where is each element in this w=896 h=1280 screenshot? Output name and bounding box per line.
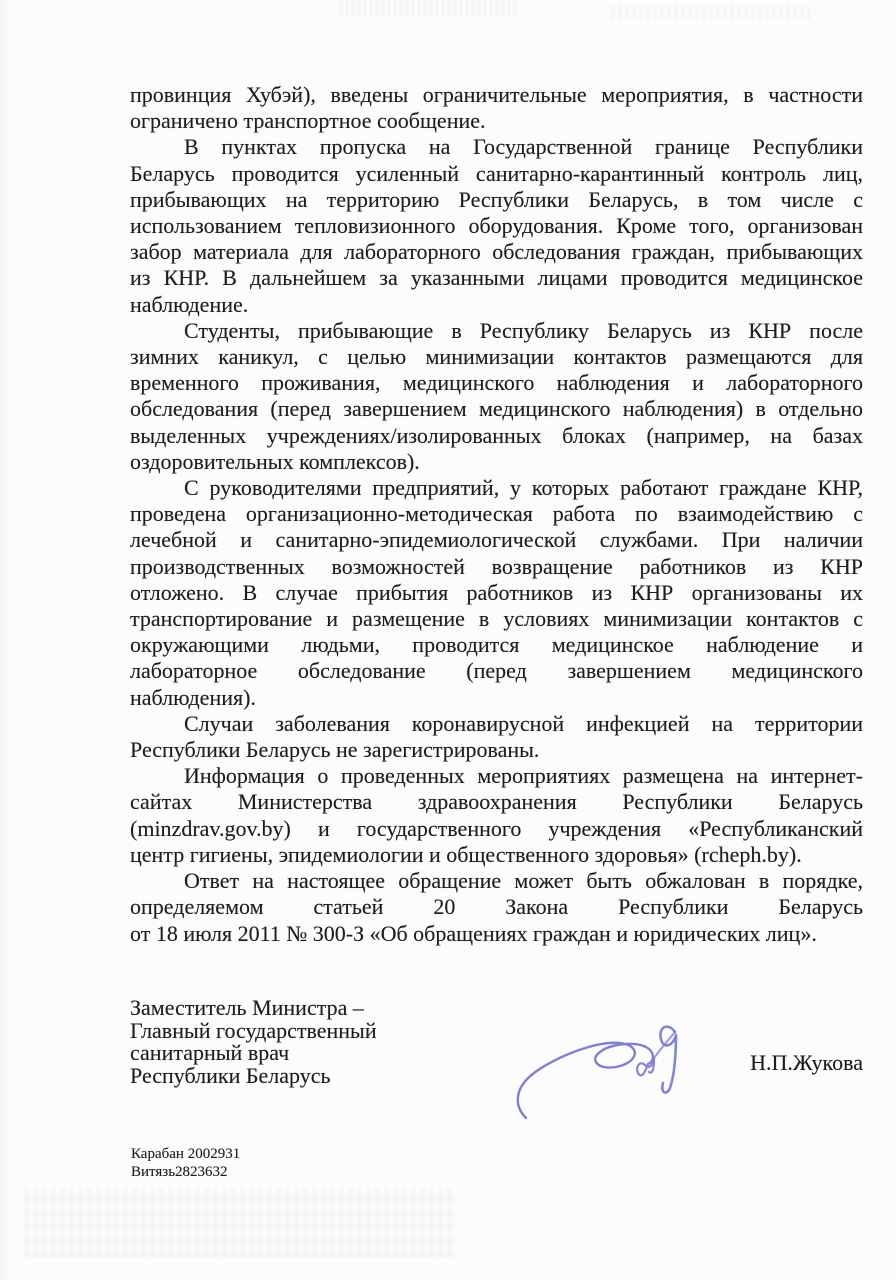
paragraph [130, 868, 863, 947]
document-body [130, 82, 863, 947]
text-line: провинция Хубэй), введены ограничительные мероприятия, в частности [130, 82, 863, 107]
paragraph [130, 318, 863, 475]
paragraph [130, 763, 863, 868]
text-line: от 18 июля 2011 № 300-З «Об обращениях граждан и юридических лиц». [130, 920, 817, 946]
text-line: проведена организационно-методическая работа по взаимодействию с [130, 501, 863, 527]
scan-edge-artifact [0, 0, 10, 1280]
text-line: Карабан 2002931 [131, 1146, 241, 1162]
text-line: обследования (перед завершением медицинского наблюдения) в отдельно [130, 396, 863, 422]
paragraph [130, 82, 863, 134]
text-line: из КНР. В дальнейшем за указанными лицами проводится медицинское [130, 265, 863, 291]
text-line: наблюдение. [130, 291, 249, 317]
paragraph [130, 134, 863, 317]
text-line: Беларусь проводится усиленный санитарно-карантинный контроль лиц, [130, 160, 863, 186]
scan-bleed-artifact [612, 5, 812, 20]
text-line: выделенных учреждениях/изолированных блоках (например, на базах [130, 422, 863, 448]
text-line: временного проживания, медицинского наблюдения и лабораторного [130, 370, 863, 396]
text-line: транспортирование и размещение в условиях минимизации контактов с [130, 606, 863, 632]
text-line: оздоровительных комплексов). [130, 448, 420, 474]
text-line: забор материала для лабораторного обследования граждан, прибывающих [130, 239, 863, 265]
text-line: центр гигиены, эпидемиологии и общественного здоровья» (rcheph.by). [130, 841, 802, 867]
footer-codes [131, 1146, 240, 1181]
text-line: окружающими людьми, проводится медицинское наблюдение и [130, 632, 863, 658]
text-line: лечебной и санитарно-эпидемиологической службами. При наличии [130, 527, 863, 553]
text-line: использованием тепловизионного оборудования. Кроме того, организован [130, 213, 863, 239]
text-line: наблюдения). [130, 684, 256, 710]
text-line: лабораторное обследование (перед завершением медицинского [130, 658, 863, 684]
paragraph [130, 475, 863, 711]
text-line: производственных возможностей возвращение работников из КНР [130, 553, 863, 579]
scan-bleed-artifact [340, 0, 520, 16]
text-line: отложено. В случае прибытия работников из КНР организованы их [130, 579, 863, 605]
text-line: Витязь2823632 [131, 1163, 228, 1180]
text-line: ограничено транспортное сообщение. [130, 108, 486, 134]
text-line: определяемом статьей 20 Закона Республики Беларусь [130, 894, 863, 920]
text-line: Республики Беларусь [130, 1062, 331, 1088]
text-line: (minzdrav.gov.by) и государственного учреждения «Республиканский [130, 815, 863, 841]
signer-name: Н.П.Жукова [750, 1050, 863, 1075]
text-line: Главный государственный [130, 1017, 377, 1043]
scan-bleed-artifact [25, 1188, 455, 1258]
text-line: Случаи заболевания коронавирусной инфекцией на территории [184, 710, 863, 736]
text-line: Студенты, прибывающие в Республику Беларусь из КНР после [184, 317, 863, 343]
text-line: прибывающих на территорию Республики Беларусь, в том числе с [130, 186, 863, 212]
text-line: С руководителями предприятий, у которых работают граждане КНР, [184, 475, 863, 501]
text-line: Республики Беларусь не зарегистрированы. [130, 737, 540, 763]
paragraph [130, 711, 863, 763]
text-line: санитарный врач [130, 1040, 290, 1065]
text-line: Ответ на настоящее обращение может быть обжалован в порядке, [184, 868, 863, 894]
text-line: Информация о проведенных мероприятиях размещена на интернет- [184, 763, 863, 789]
text-line: В пунктах пропуска на Государственной границе Республики [184, 134, 863, 160]
text-line: зимних каникул, с целью минимизации контактов размещаются для [130, 344, 863, 370]
text-line: сайтах Министерства здравоохранения Республики Беларусь [130, 789, 863, 815]
text-line: Заместитель Министра – [130, 995, 364, 1020]
